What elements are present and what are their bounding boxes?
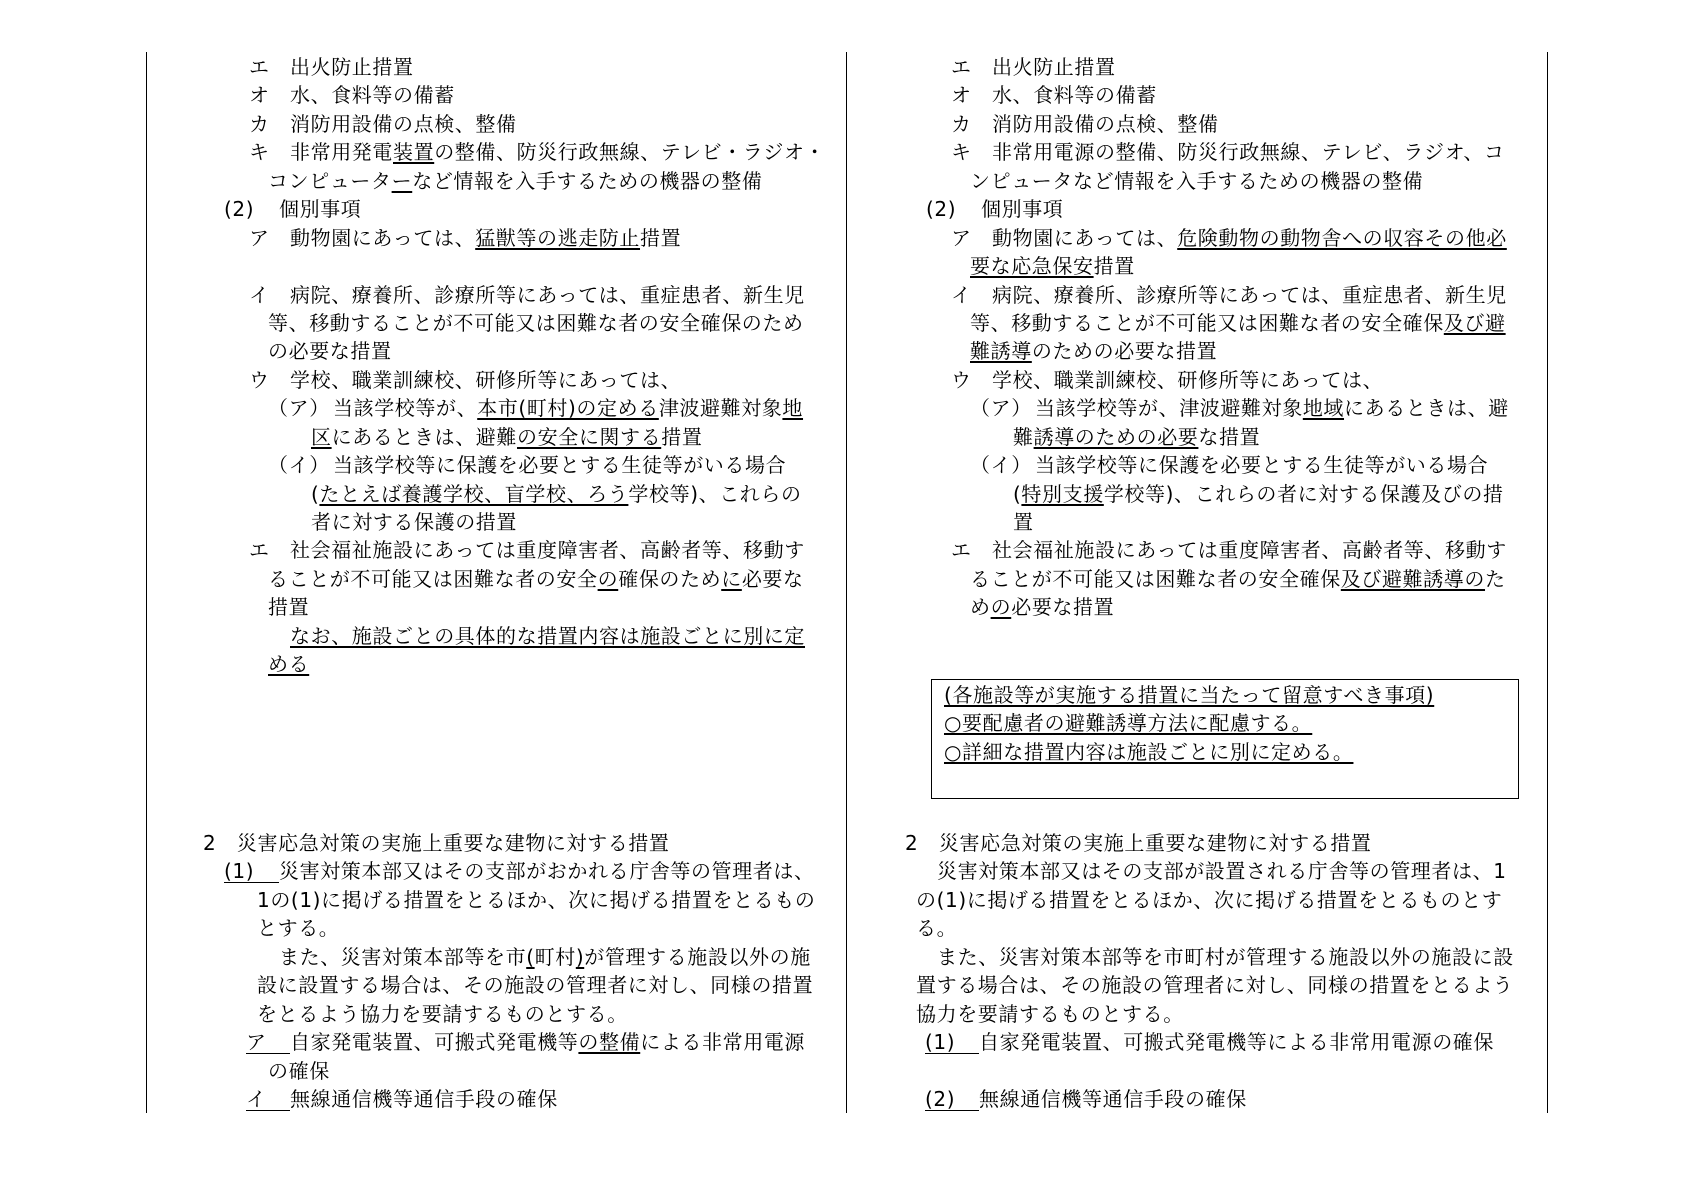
text-segment: をとるよう協力を要請するものとする。 [257,1001,628,1026]
text-segment: にあるときは、避 [1344,396,1509,421]
text-segment: 消防用設備の点検、整備 [992,111,1219,136]
text-line [951,281,1509,309]
text-line [257,971,815,999]
text-segment: 動物園にあっては、 [290,225,476,250]
text-segment: め [970,595,991,620]
text-line [944,681,1518,709]
text-segment: の必要な措置 [268,339,392,364]
text-segment: た [1485,566,1506,591]
item-label: オ [951,83,972,108]
text-segment: 無線通信機等通信手段の確保 [290,1086,558,1111]
text-line [1013,480,1509,508]
text-line [246,1085,815,1113]
text-segment: 自家発電装置、可搬式発電機等 [290,1030,579,1055]
item-label: キ [951,140,972,165]
text-segment: 学校等)、これらの [628,481,802,506]
text-line [249,366,825,394]
text-segment: 動物園にあっては、 [992,225,1178,250]
text-segment: 個別事項 [981,197,1064,222]
underlined-revision-text: 装置 [393,140,435,165]
text-line [203,829,815,857]
text-line [951,53,1509,81]
left-column-top [146,53,825,679]
underlined-revision-text: ー [391,168,413,193]
text-segment: 水、食料等の備蓄 [290,83,455,108]
note-box [931,679,1519,799]
right-column-section2 [848,829,1514,1113]
item-label: （イ） [970,453,1032,478]
text-line [224,195,825,223]
underlined-revision-text: 猛獣等の逃走防止 [475,225,641,250]
text-segment: 町村 [534,944,576,969]
text-segment: 病院、療養所、診療所等にあっては、重症患者、新生児 [290,282,805,307]
left-column-section2 [146,829,815,1113]
underlined-revision-text: ) [575,944,585,969]
text-line [944,709,1518,737]
underlined-revision-text: (各施設等が実施する措置に当たって留意すべき事項) [944,683,1435,707]
item-label: エ [249,55,270,79]
text-line [249,81,825,109]
text-line [1013,508,1509,536]
text-line [268,451,825,479]
text-line [268,309,825,337]
text-segment: ( [311,481,320,506]
text-segment: 必要な [741,566,804,591]
item-label: ウ [951,367,972,392]
text-segment: 置する場合は、その施設の管理者に対し、同様の措置をとるよう [916,973,1514,998]
text-line [951,536,1509,564]
underlined-revision-text: 及び避難誘導の [1340,566,1486,591]
text-segment: ることが不可能又は困難な者の安全確保 [970,566,1341,591]
item-label: (2) [925,1088,979,1111]
text-segment: 確保のため [618,566,722,591]
underlined-revision-text: 地 [782,396,804,421]
text-segment: とする。 [257,916,340,941]
text-line [249,536,825,564]
text-line [268,167,825,195]
text-segment: など情報を入手するための機器の整備 [412,168,763,193]
item-label: エ [249,538,270,563]
blank-line [146,252,825,280]
item-label: エ [951,55,972,79]
text-line [268,593,825,621]
item-label: イ [951,282,972,307]
text-line [937,857,1514,885]
text-line [970,451,1509,479]
text-line [268,565,825,593]
text-segment: 協力を要請するものとする。 [916,1001,1184,1026]
text-segment: 学校、職業訓練校、研修所等にあっては、 [992,367,1384,392]
item-label: (1) [224,860,279,883]
item-label: エ [951,538,972,563]
text-line [916,886,1514,914]
text-line [970,593,1509,621]
text-line [268,1057,815,1085]
underlined-revision-text: 特別支援 [1021,481,1104,506]
text-segment: 災害対策本部又はその支部が設置される庁舎等の管理者は、1 [937,859,1507,884]
text-segment: 非常用電源の整備、防災行政無線、テレビ、ラジオ、コ [992,140,1505,165]
text-segment: ( [1013,481,1022,506]
text-line [249,138,825,166]
text-segment: ンピュータなど情報を入手するための機器の整備 [970,168,1424,193]
text-segment: 無線通信機等通信手段の確保 [979,1086,1247,1111]
text-line [1013,423,1509,451]
item-label: オ [249,83,270,108]
text-segment: 津波避難対象 [658,396,783,421]
text-segment: が管理する施設以外の施 [584,944,811,969]
underlined-revision-text: 難誘導 [970,339,1032,364]
underlined-revision-text: 及び避 [1443,310,1506,335]
text-line [970,252,1509,280]
text-segment: 社会福祉施設にあっては重度障害者、高齢者等、移動す [290,538,805,563]
text-line [916,971,1514,999]
underlined-revision-text: める [268,652,310,677]
text-line [257,886,815,914]
underlined-revision-text: の [597,566,619,591]
item-label: （ア） [268,396,330,421]
note-box-lines [944,681,1518,766]
text-segment: 措置 [1093,254,1135,279]
item-label: ア [246,1031,290,1054]
text-segment: 災害対策本部又はその支部がおかれる庁舎等の管理者は、 [279,859,815,884]
underlined-revision-text: の [990,595,1012,620]
item-label: (2) [224,197,255,222]
text-line [224,857,815,885]
text-segment: 2 災害応急対策の実施上重要な建物に対する措置 [905,831,1372,855]
text-line [916,1000,1514,1028]
text-segment: コンピュータ [268,168,392,193]
table-border-right [1547,52,1548,1113]
text-line [926,195,1509,223]
text-line [257,1000,815,1028]
text-segment: 措置 [661,424,703,449]
item-label: カ [951,111,972,136]
underlined-revision-text: に [721,566,742,591]
text-segment: 措置 [640,225,682,250]
text-line [249,110,825,138]
text-segment: ることが不可能又は困難な者の安全 [268,566,598,591]
text-line [290,622,825,650]
item-label: カ [249,111,270,136]
item-label: イ [249,282,270,307]
underlined-revision-text: の整備 [578,1030,641,1055]
text-line [268,394,825,422]
text-line [951,224,1509,252]
text-line [311,423,825,451]
text-segment: による非常用電源 [640,1030,806,1055]
text-segment: 必要な措置 [1011,595,1115,620]
text-line [268,337,825,365]
text-line [944,738,1518,766]
text-segment: にあるときは、避難 [331,424,518,449]
item-label: ア [249,225,270,250]
text-segment: 社会福祉施設にあっては重度障害者、高齢者等、移動す [992,538,1507,563]
underlined-revision-text: 地域 [1302,396,1345,421]
text-line [279,943,815,971]
item-label: イ [246,1088,290,1111]
text-segment: 等、移動することが不可能又は困難な者の安全確保のため [268,310,804,335]
text-line [951,110,1509,138]
text-line [249,281,825,309]
text-segment: 病院、療養所、診療所等にあっては、重症患者、新生児 [992,282,1507,307]
text-line [937,943,1514,971]
text-segment: 非常用発電 [290,140,393,165]
text-segment: また、災害対策本部等を市町村が管理する施設以外の施設に設 [937,944,1514,969]
text-line [311,480,825,508]
text-segment: 難 [1013,424,1034,449]
text-segment: 水、食料等の備蓄 [992,83,1157,108]
item-label: (1) [925,1031,979,1054]
text-line [970,565,1509,593]
item-label: ア [951,225,972,250]
text-line [925,1085,1514,1113]
text-segment: 等、移動することが不可能又は困難な者の安全確保 [970,310,1444,335]
text-line [951,366,1509,394]
text-line [311,508,825,536]
text-line [970,337,1509,365]
text-segment: の確保 [268,1058,330,1083]
text-line [249,224,825,252]
underlined-revision-text: ○要配慮者の避難誘導方法に配慮する。 [944,711,1313,736]
text-segment: 当該学校等が、 [333,396,478,421]
text-segment: 1の(1)に掲げる措置をとるほか、次に掲げる措置をとるもの [257,887,816,912]
text-segment: 学校、職業訓練校、研修所等にあっては、 [290,367,682,392]
text-line [268,650,825,678]
text-segment: の整備、防災行政無線、テレビ・ラジオ・ [434,140,826,165]
text-line [249,53,825,81]
text-segment: 学校等)、これらの者に対する保護及びの措 [1103,481,1504,506]
underlined-revision-text: たとえば養護学校、盲学校、ろう [319,481,629,506]
underlined-revision-text: 本市(町村)の定める [477,396,659,421]
item-label: （ア） [970,396,1032,421]
underlined-revision-text: 区 [311,424,332,449]
item-label: (2) [926,197,957,222]
text-segment: 消防用設備の点検、整備 [290,111,517,136]
blank-line [848,1057,1514,1085]
text-segment: 置 [1013,510,1034,534]
text-line [951,81,1509,109]
text-line [951,138,1509,166]
text-segment: 者に対する保護の措置 [311,510,517,534]
text-line [970,394,1509,422]
text-segment: の(1)に掲げる措置をとるほか、次に掲げる措置をとるものとす [916,887,1503,912]
text-segment: 当該学校等に保護を必要とする生徒等がいる場合 [333,453,787,478]
text-line [257,914,815,942]
text-line [925,1028,1514,1056]
item-label: キ [249,140,270,165]
underlined-revision-text: 誘導のための必要 [1033,424,1199,449]
text-segment: 出火防止措置 [290,55,414,79]
text-segment: 設に設置する場合は、その施設の管理者に対し、同様の措置 [257,973,814,998]
text-segment: 当該学校等に保護を必要とする生徒等がいる場合 [1035,453,1489,478]
underlined-revision-text: 要な応急保安 [970,254,1094,279]
underlined-revision-text: ○詳細な措置内容は施設ごとに別に定める。 [944,739,1354,764]
text-segment: 2 災害応急対策の実施上重要な建物に対する措置 [203,831,670,855]
text-line [970,167,1509,195]
text-segment: な措置 [1198,424,1261,449]
text-line [246,1028,815,1056]
text-segment: のための必要な措置 [1031,339,1218,364]
text-segment: 自家発電装置、可搬式発電機等による非常用電源の確保 [979,1030,1494,1055]
text-segment: 出火防止措置 [992,55,1116,79]
item-label: ウ [249,367,270,392]
text-segment: 措置 [268,595,310,620]
text-line [970,309,1509,337]
underlined-revision-text: ( [526,944,535,969]
text-line [905,829,1514,857]
item-label: （イ） [268,453,330,478]
text-segment: 当該学校等が、津波避難対象 [1035,396,1303,421]
text-line [916,914,1514,942]
text-segment: 個別事項 [279,197,362,222]
underlined-revision-text: の安全に関する [517,424,662,449]
text-segment: また、災害対策本部等を市 [279,944,527,969]
underlined-revision-text: なお、施設ごとの具体的な措置内容は施設ごとに別に定 [290,623,805,648]
table-divider-center [846,52,847,1113]
right-column-top [848,53,1509,622]
underlined-revision-text: 危険動物の動物舎への収容その他必 [1177,225,1507,250]
text-segment: る。 [916,916,958,941]
